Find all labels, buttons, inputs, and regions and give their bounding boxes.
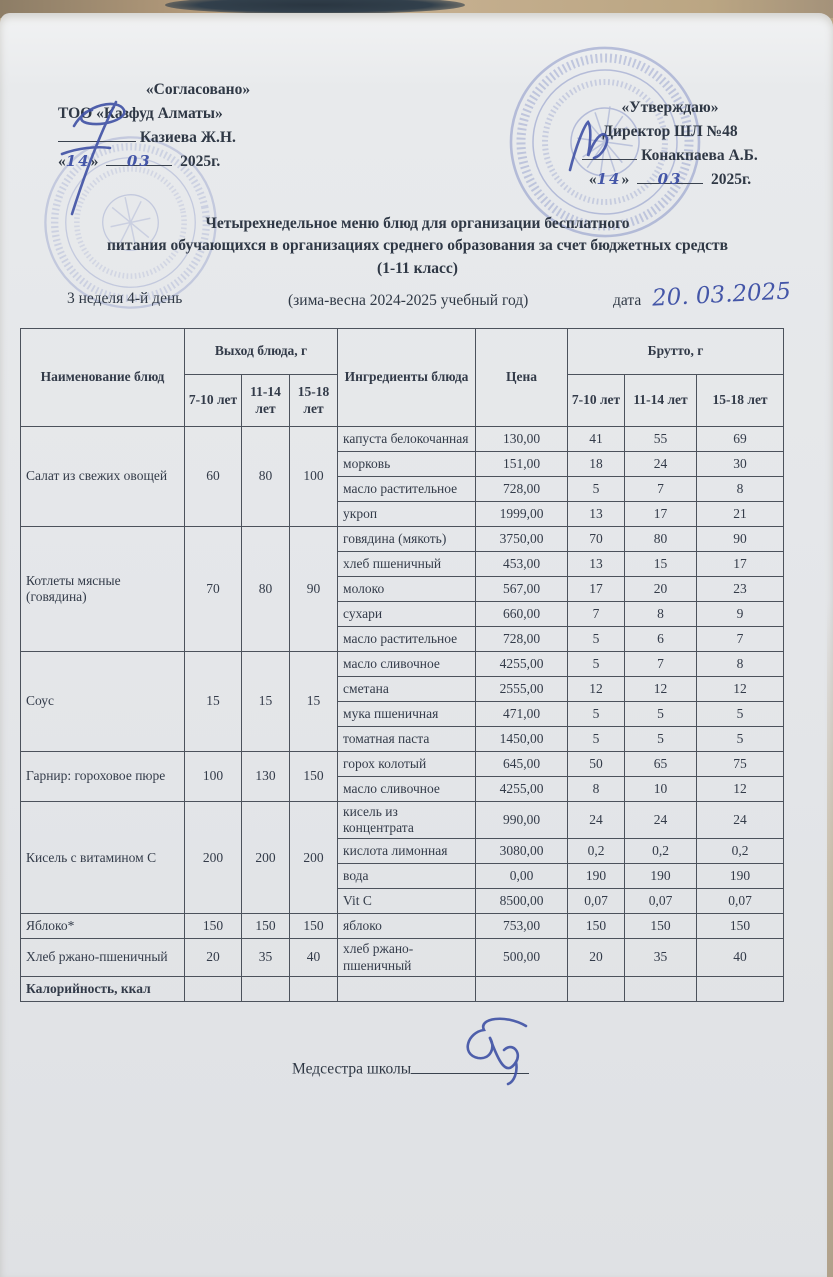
brutto-cell-age-3: 75 [697, 752, 784, 777]
brutto-cell-age-2: 5 [625, 727, 697, 752]
brutto-cell-age-1: 7 [568, 602, 625, 627]
table-row [21, 652, 784, 677]
brutto-cell-age-2: 5 [625, 702, 697, 727]
price-cell: 660,00 [476, 602, 568, 627]
brutto-cell-age-1: 50 [568, 752, 625, 777]
brutto-cell-age-1: 150 [568, 914, 625, 939]
brutto-cell-age-3: 5 [697, 702, 784, 727]
output-weight-cell-age-1: 20 [185, 939, 242, 976]
season-label: (зима-весна 2024-2025 учебный год) [288, 292, 529, 309]
dish-name-cell: Соус [21, 652, 185, 752]
ingredient-cell: сухари [338, 602, 476, 627]
output-weight-cell-age-2: 35 [242, 939, 290, 976]
brutto-cell-age-1: 17 [568, 577, 625, 602]
price-cell: 453,00 [476, 552, 568, 577]
col-header-output: Выход блюда, г [185, 329, 338, 375]
output-weight-cell-age-3: 15 [290, 652, 338, 752]
col-header-output-age-7-10: 7-10 лет [185, 375, 242, 427]
output-weight-cell-age-2: 80 [242, 527, 290, 652]
output-weight-cell-age-2: 80 [242, 427, 290, 527]
ingredient-cell: мука пшеничная [338, 702, 476, 727]
approved-title: «Утверждаю» [621, 99, 719, 116]
brutto-cell-age-2: 6 [625, 627, 697, 652]
brutto-cell-age-3 [697, 976, 784, 1001]
col-header-brutto-age-7-10: 7-10 лет [568, 375, 625, 427]
dish-name-cell: Кисель с витамином С [21, 802, 185, 914]
brutto-cell-age-3: 24 [697, 802, 784, 839]
ingredient-cell: масло сливочное [338, 652, 476, 677]
brutto-cell-age-3: 8 [697, 652, 784, 677]
photo-background-edge-right [827, 600, 833, 1277]
approved-year: 2025г. [710, 171, 752, 189]
ingredient-cell: масло растительное [338, 627, 476, 652]
brutto-cell-age-3: 0,2 [697, 839, 784, 864]
agreed-title: «Согласовано» [145, 81, 251, 98]
output-weight-cell-age-2: 15 [242, 652, 290, 752]
brutto-cell-age-3: 69 [697, 427, 784, 452]
agreed-year: 2025г. [180, 153, 221, 171]
brutto-cell-age-1: 12 [568, 677, 625, 702]
brutto-cell-age-1: 5 [568, 727, 625, 752]
brutto-cell-age-2: 0,07 [625, 889, 697, 914]
brutto-cell-age-1: 13 [568, 552, 625, 577]
ingredient-cell: масло сливочное [338, 777, 476, 802]
ingredient-cell: кислота лимонная [338, 839, 476, 864]
ingredient-cell: кисель из концентрата [338, 802, 476, 839]
ingredient-cell: хлеб пшеничный [338, 552, 476, 577]
brutto-cell-age-2: 0,2 [625, 839, 697, 864]
menu-table-body [21, 427, 784, 1002]
ingredient-cell: хлеб ржано-пшеничный [338, 939, 476, 976]
title-line-1: Четырехнедельное меню блюд для организации бесплатного [205, 215, 630, 232]
ingredient-cell: молоко [338, 577, 476, 602]
table-row [21, 976, 784, 1001]
output-weight-cell-age-2: 130 [242, 752, 290, 802]
ingredient-cell: яблоко [338, 914, 476, 939]
brutto-cell-age-1: 5 [568, 477, 625, 502]
dish-name-cell: Яблоко* [21, 914, 185, 939]
open-quote: « [58, 153, 66, 171]
price-cell: 8500,00 [476, 889, 568, 914]
brutto-cell-age-1: 70 [568, 527, 625, 552]
brutto-cell-age-3: 9 [697, 602, 784, 627]
price-cell: 728,00 [476, 477, 568, 502]
brutto-cell-age-2: 24 [625, 452, 697, 477]
dish-name-cell: Гарнир: гороховое пюре [21, 752, 185, 802]
ingredient-cell: томатная паста [338, 727, 476, 752]
brutto-cell-age-2: 65 [625, 752, 697, 777]
handwritten-date: 20. 03.2025 [651, 278, 792, 312]
brutto-cell-age-2: 15 [625, 552, 697, 577]
brutto-cell-age-1: 0,2 [568, 839, 625, 864]
output-weight-cell-age-3: 150 [290, 914, 338, 939]
brutto-cell-age-2: 8 [625, 602, 697, 627]
signature-ink-nurse [448, 1012, 553, 1092]
table-row [21, 914, 784, 939]
price-cell: 1999,00 [476, 502, 568, 527]
agreed-org: ТОО «Казфуд Алматы» [58, 105, 223, 123]
price-cell: 567,00 [476, 577, 568, 602]
brutto-cell-age-2: 150 [625, 914, 697, 939]
price-cell: 4255,00 [476, 777, 568, 802]
dish-name-cell: Хлеб ржано-пшеничный [21, 939, 185, 976]
price-cell: 1450,00 [476, 727, 568, 752]
week-day-label: 3 неделя 4-й день [67, 290, 183, 307]
ingredient-cell: укроп [338, 502, 476, 527]
brutto-cell-age-3: 90 [697, 527, 784, 552]
ingredient-cell: горох колотый [338, 752, 476, 777]
price-cell: 2555,00 [476, 677, 568, 702]
brutto-cell-age-2: 35 [625, 939, 697, 976]
brutto-cell-age-3: 17 [697, 552, 784, 577]
brutto-cell-age-1: 24 [568, 802, 625, 839]
agreed-name: Казиева Ж.Н. [139, 129, 236, 147]
col-header-price: Цена [476, 329, 568, 427]
close-quote: » [621, 171, 630, 189]
price-cell: 4255,00 [476, 652, 568, 677]
brutto-cell-age-1: 13 [568, 502, 625, 527]
col-header-dish-name: Наименование блюд [21, 329, 185, 427]
document-title [40, 213, 795, 280]
brutto-cell-age-2: 80 [625, 527, 697, 552]
month-line [637, 168, 703, 189]
photo-background-object [165, 0, 465, 14]
brutto-cell-age-2: 20 [625, 577, 697, 602]
approved-name: Конакпаева А.Б. [641, 147, 758, 165]
nurse-label: Медсестра школы [292, 1060, 412, 1078]
handwritten-month: 03 [657, 170, 683, 189]
price-cell: 645,00 [476, 752, 568, 777]
brutto-cell-age-3: 12 [697, 677, 784, 702]
ingredient-cell: морковь [338, 452, 476, 477]
output-weight-cell-age-1: 200 [185, 802, 242, 914]
brutto-cell-age-3: 150 [697, 914, 784, 939]
ingredient-cell: вода [338, 864, 476, 889]
col-header-brutto: Брутто, г [568, 329, 784, 375]
output-weight-cell-age-3: 90 [290, 527, 338, 652]
brutto-cell-age-3: 7 [697, 627, 784, 652]
brutto-cell-age-1: 18 [568, 452, 625, 477]
ingredient-cell: капуста белокочанная [338, 427, 476, 452]
table-row [21, 427, 784, 452]
price-cell: 0,00 [476, 864, 568, 889]
brutto-cell-age-2: 17 [625, 502, 697, 527]
table-row [21, 752, 784, 777]
ingredient-cell [338, 976, 476, 1001]
brutto-cell-age-2: 24 [625, 802, 697, 839]
col-header-ingredients: Ингредиенты блюда [338, 329, 476, 427]
brutto-cell-age-2: 7 [625, 652, 697, 677]
brutto-cell-age-1: 20 [568, 939, 625, 976]
ingredient-cell: Vit C [338, 889, 476, 914]
output-weight-cell-age-1: 15 [185, 652, 242, 752]
output-weight-cell-age-3 [290, 976, 338, 1001]
col-header-output-age-11-14: 11-14 лет [242, 375, 290, 427]
signature-ink-left [52, 96, 182, 221]
dish-name-cell: Калорийность, ккал [21, 976, 185, 1001]
brutto-cell-age-3: 30 [697, 452, 784, 477]
signature-ink-right [558, 112, 628, 182]
price-cell: 990,00 [476, 802, 568, 839]
ingredient-cell: сметана [338, 677, 476, 702]
price-cell: 3750,00 [476, 527, 568, 552]
handwritten-day: 14 [65, 152, 91, 171]
output-weight-cell-age-2: 200 [242, 802, 290, 914]
title-line-2: питания обучающихся в организациях среднего образования за счет бюджетных средств [107, 237, 728, 255]
title-line-3: (1-11 класс) [377, 259, 458, 277]
brutto-cell-age-3: 190 [697, 864, 784, 889]
dish-name-cell: Салат из свежих овощей [21, 427, 185, 527]
price-cell: 471,00 [476, 702, 568, 727]
brutto-cell-age-1: 8 [568, 777, 625, 802]
brutto-cell-age-1: 5 [568, 702, 625, 727]
output-weight-cell-age-3: 150 [290, 752, 338, 802]
output-weight-cell-age-1: 60 [185, 427, 242, 527]
close-quote: » [90, 153, 99, 171]
brutto-cell-age-2: 10 [625, 777, 697, 802]
brutto-cell-age-3: 40 [697, 939, 784, 976]
ingredient-cell: говядина (мякоть) [338, 527, 476, 552]
handwritten-month: 03 [126, 152, 152, 171]
brutto-cell-age-1: 5 [568, 652, 625, 677]
date-label: дата [613, 292, 642, 309]
col-header-brutto-age-15-18: 15-18 лет [697, 375, 784, 427]
output-weight-cell-age-1: 100 [185, 752, 242, 802]
brutto-cell-age-2: 7 [625, 477, 697, 502]
price-cell: 500,00 [476, 939, 568, 976]
output-weight-cell-age-3: 200 [290, 802, 338, 914]
table-row [21, 939, 784, 976]
price-cell: 728,00 [476, 627, 568, 652]
brutto-cell-age-3: 12 [697, 777, 784, 802]
open-quote: « [588, 171, 597, 189]
brutto-cell-age-2 [625, 976, 697, 1001]
approved-role: Директор ШЛ №48 [602, 123, 738, 141]
output-weight-cell-age-3: 40 [290, 939, 338, 976]
brutto-cell-age-3: 8 [697, 477, 784, 502]
price-cell [476, 976, 568, 1001]
output-weight-cell-age-2 [242, 976, 290, 1001]
menu-table [20, 328, 784, 1002]
price-cell: 151,00 [476, 452, 568, 477]
menu-table-head [21, 329, 784, 427]
brutto-cell-age-3: 21 [697, 502, 784, 527]
output-weight-cell-age-1: 70 [185, 527, 242, 652]
price-cell: 130,00 [476, 427, 568, 452]
col-header-brutto-age-11-14: 11-14 лет [625, 375, 697, 427]
brutto-cell-age-1: 41 [568, 427, 625, 452]
brutto-cell-age-2: 12 [625, 677, 697, 702]
brutto-cell-age-3: 5 [697, 727, 784, 752]
col-header-output-age-15-18: 15-18 лет [290, 375, 338, 427]
brutto-cell-age-1 [568, 976, 625, 1001]
brutto-cell-age-1: 5 [568, 627, 625, 652]
table-row [21, 527, 784, 552]
table-row [21, 802, 784, 839]
output-weight-cell-age-1 [185, 976, 242, 1001]
brutto-cell-age-3: 23 [697, 577, 784, 602]
handwritten-day: 14 [596, 170, 622, 189]
brutto-cell-age-2: 190 [625, 864, 697, 889]
brutto-cell-age-2: 55 [625, 427, 697, 452]
output-weight-cell-age-1: 150 [185, 914, 242, 939]
brutto-cell-age-1: 190 [568, 864, 625, 889]
brutto-cell-age-1: 0,07 [568, 889, 625, 914]
brutto-cell-age-3: 0,07 [697, 889, 784, 914]
output-weight-cell-age-2: 150 [242, 914, 290, 939]
price-cell: 753,00 [476, 914, 568, 939]
ingredient-cell: масло растительное [338, 477, 476, 502]
price-cell: 3080,00 [476, 839, 568, 864]
dish-name-cell: Котлеты мясные (говядина) [21, 527, 185, 652]
output-weight-cell-age-3: 100 [290, 427, 338, 527]
